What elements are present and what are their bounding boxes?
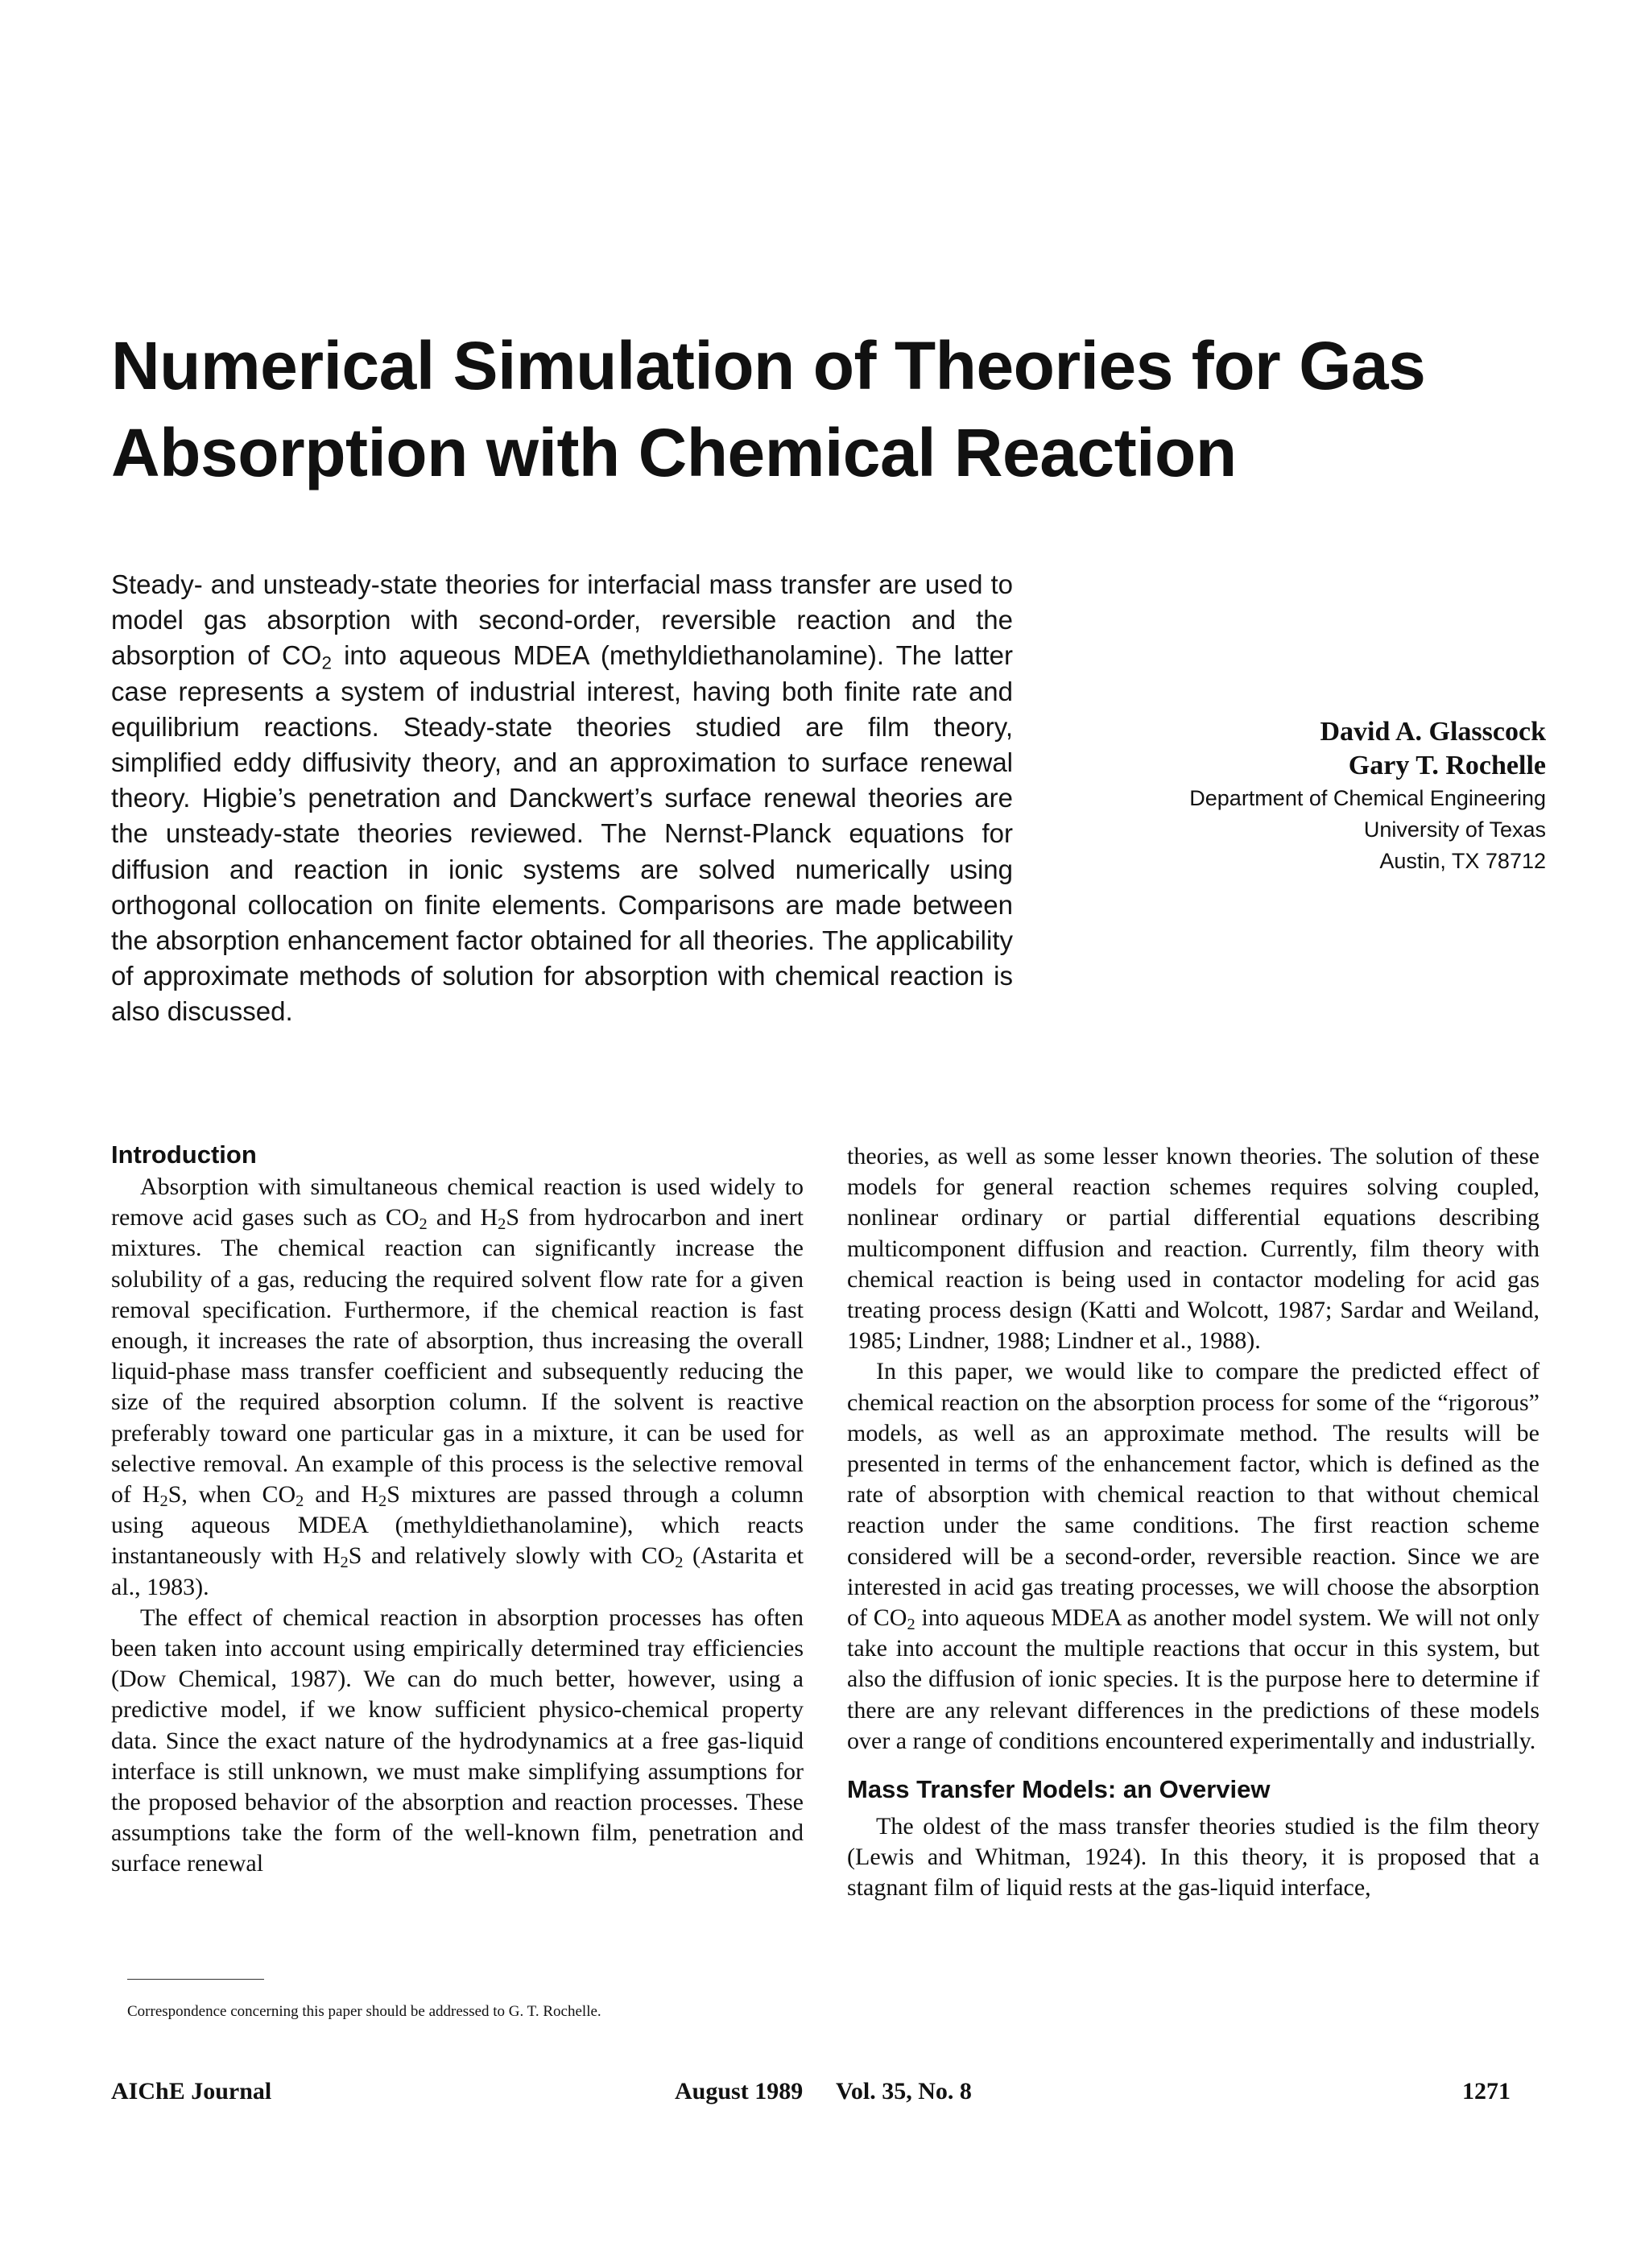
subscript-2: 2: [295, 1492, 304, 1511]
abstract-subscript-2: 2: [321, 653, 332, 674]
intro-text: and H: [304, 1481, 378, 1509]
right-text: into aqueous MDEA as another model system. We will not only take into account the multiple reactions that occur in this system, but also the diffusion of ionic species. It is the purpose here to determine if there are any relevant differences in the predictions of these models over a range of conditions encountered experimentally and industrially.: [847, 1604, 1539, 1754]
footer-volume: Vol. 35, No. 8: [836, 2078, 972, 2105]
column-right: [847, 1141, 1539, 1904]
right-text: In this paper, we would like to compare the predicted effect of chemical reaction on the absorption process for some of the “rigorous” models, as well as an approximate method. The results will be presented in terms of the enhancement factor, which is defined as the rate of absorption with chemical reaction to that without chemical reaction under the same conditions. The first reaction scheme considered will be a second-order, reversible reaction. Since we are interested in acid gas treating processes, we will choose the absorption of CO: [847, 1358, 1539, 1632]
subscript-2: 2: [498, 1215, 506, 1234]
intro-text: and H: [427, 1204, 498, 1231]
affiliation-university: University of Texas: [1363, 817, 1546, 842]
intro-text: (Astarita et al., 1983).: [111, 1542, 804, 1600]
subscript-2: 2: [340, 1554, 349, 1572]
subscript-2: 2: [159, 1492, 168, 1511]
abstract-text-1: Steady- and unsteady-state theories for interfacial mass transfer are used to model gas absorption with second-order, reversible reaction and the absorption of: [111, 569, 1013, 671]
subscript-2: 2: [907, 1616, 915, 1634]
affiliation-city: Austin, TX 78712: [1379, 849, 1546, 873]
footnote-rule: [127, 1979, 264, 1980]
abstract: [111, 567, 1013, 1030]
subscript-2: 2: [378, 1492, 387, 1511]
subscript-2: 2: [419, 1215, 428, 1234]
footer-date: August 1989: [675, 2078, 804, 2105]
author-name-1: David A. Glasscock: [1320, 717, 1546, 747]
section-heading-introduction: Introduction: [111, 1140, 257, 1169]
right-paragraph-1: theories, as well as some lesser known theories. The solution of these models for general reaction schemes requires solving coupled, nonlinear ordinary or partial differential equations describing multicomponent diffusion and reaction. Currently, film theory with chemical reaction is being used in contactor modeling for acid gas treating process design (Katti and Wolcott, 1987; Sardar and Weiland, 1985; Lindner, 1988; Lindner et al., 1988).: [847, 1143, 1539, 1355]
right-paragraph-2: [847, 1356, 1539, 1757]
right-paragraph-3: The oldest of the mass transfer theories studied is the film theory (Lewis and Whitman, 1924). In this theory, it is proposed that a stagnant film of liquid rests at the gas-liquid interface,: [847, 1813, 1539, 1902]
intro-paragraph-2: The effect of chemical reaction in absorption processes has often been taken into account using empirically determined tray efficiencies (Dow Chemical, 1987). We can do much better, however, using a predictive model, if we know sufficient physico-chemical property data. Since the exact nature of the hydrodynamics at a free gas-liquid interface is still unknown, we must make simplifying assumptions for the proposed behavior of the absorption and reaction processes. These assumptions take the form of the well-known film, penetration and surface renewal: [111, 1604, 804, 1877]
abstract-co2: CO: [281, 640, 322, 671]
title-line-1: Numerical Simulation of Theories for Gas: [111, 328, 1426, 404]
section-heading-mass-transfer: Mass Transfer Models: an Overview: [847, 1775, 1271, 1804]
intro-text: S and relatively slowly with CO: [348, 1542, 676, 1570]
author-name-2: Gary T. Rochelle: [1348, 751, 1546, 780]
author-block: [1079, 715, 1546, 877]
subscript-2: 2: [675, 1554, 684, 1572]
intro-text: S from hydrocarbon and inert mixtures. The chemical reaction can significantly increase the solubility of a gas, reducing the required solvent flow rate for a given removal specification. Furthermore, if the chemical reaction is fast enough, it increases the rate of absorption, thus increasing the overall liquid-phase mass transfer coefficient and subsequently reducing the size of the required absorption column. If the solvent is reactive preferably toward one particular gas in a mixture, it can be used for selective removal. An example of this process is the selective removal of H: [111, 1204, 804, 1509]
paper-title: [111, 322, 1577, 496]
abstract-text-2: into aqueous MDEA (methyldiethanolamine). The latter case represents a system of industrial interest, having both finite rate and equilibrium reactions. Steady-state theories studied are film theory, simplified eddy diffusivity theory, and an approximation to surface renewal theory. Higbie’s penetration and Danckwert’s surface renewal theories are the unsteady-state theories reviewed. The Nernst-Planck equations for diffusion and reaction in ionic systems are solved numerically using orthogonal collocation on finite elements. Comparisons are made between the absorption enhancement factor obtained for all theories. The applicability of approximate methods of solution for absorption with chemical reaction is also discussed.: [111, 640, 1013, 1027]
footer-page-number: 1271: [1462, 2078, 1511, 2105]
affiliation-department: Department of Chemical Engineering: [1189, 786, 1546, 810]
title-line-2: Absorption with Chemical Reaction: [111, 415, 1237, 490]
intro-paragraph-1: [111, 1172, 804, 1603]
intro-text: Absorption with simultaneous chemical reaction is used widely to remove acid gases such as CO: [111, 1173, 804, 1231]
column-left: [111, 1172, 804, 1880]
footer-journal: AIChE Journal: [111, 2078, 272, 2105]
intro-text: S, when CO: [167, 1481, 296, 1509]
intro-text: S mixtures are passed through a column using aqueous MDEA (methyldiethanolamine), which reacts instantaneously with H: [111, 1481, 804, 1570]
footnote: Correspondence concerning this paper should be addressed to G. T. Rochelle.: [127, 2003, 601, 2020]
